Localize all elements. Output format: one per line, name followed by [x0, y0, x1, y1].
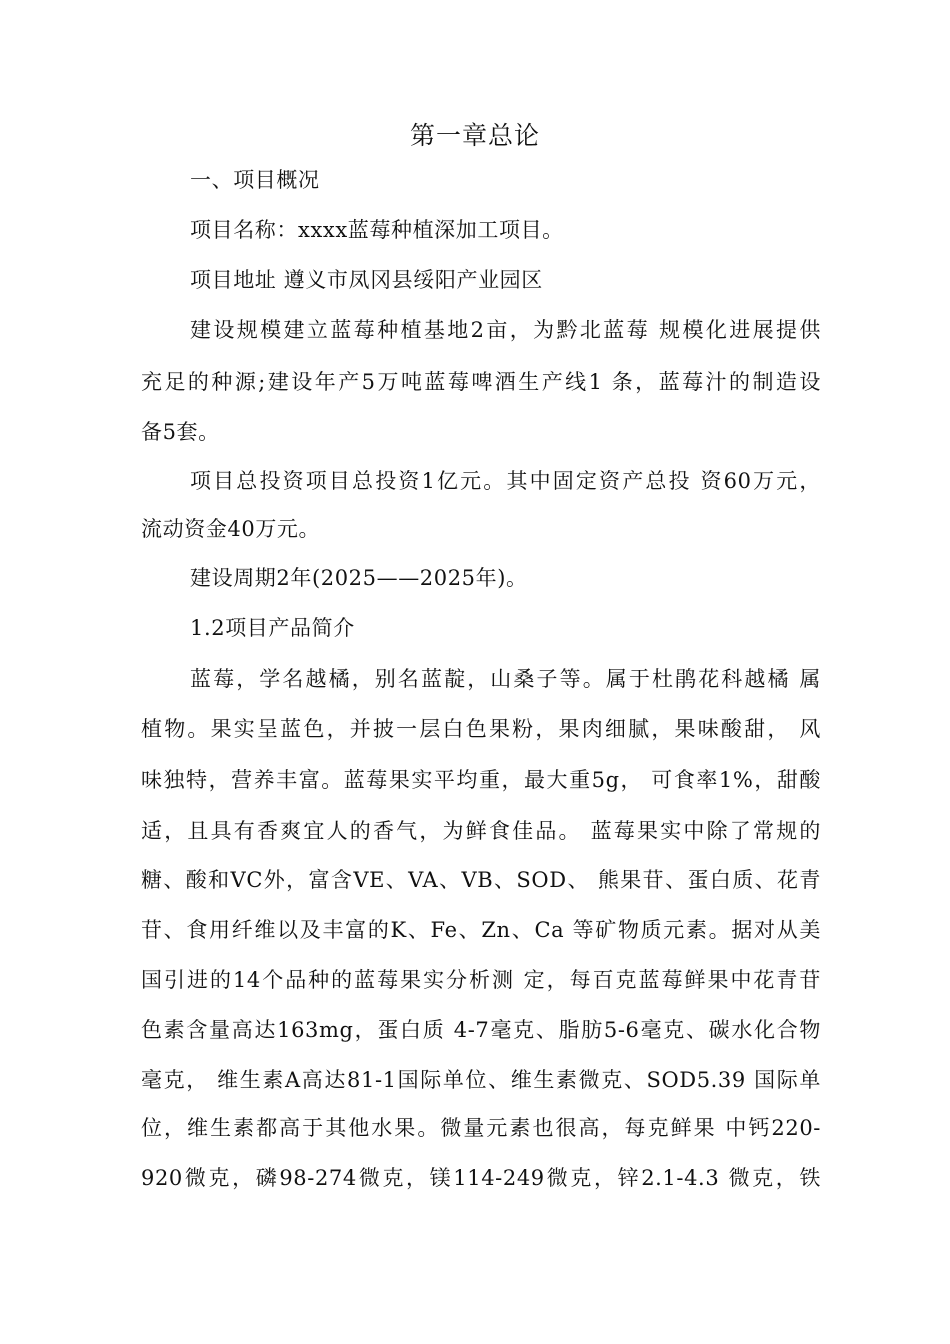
construction-period-line: 建设周期2年(2025——2025年)。	[190, 566, 528, 590]
paragraph-line: 备5套。	[141, 420, 220, 444]
paragraph-line: 植物。果实呈蓝色，并披一层白色果粉，果肉细腻，果味酸甜， 风	[141, 717, 821, 741]
section-heading: 一、项目概况	[190, 168, 320, 192]
paragraph-line: 充足的种源;建设年产5万吨蓝莓啤酒生产线1 条，蓝莓汁的制造设	[141, 370, 821, 394]
paragraph-line: 蓝莓，学名越橘，别名蓝靛，山桑子等。属于杜鹃花科越橘 属	[190, 667, 821, 691]
paragraph-line: 色素含量高达163mg，蛋白质 4-7毫克、脂肪5-6毫克、碳水化合物	[141, 1018, 821, 1042]
paragraph-line: 味独特，营养丰富。蓝莓果实平均重，最大重5g， 可食率1%，甜酸	[141, 768, 821, 792]
paragraph-line: 糖、酸和VC外，富含VE、VA、VB、SOD、 熊果苷、蛋白质、花青	[141, 868, 821, 892]
paragraph-line: 适，且具有香爽宜人的香气，为鲜食佳品。 蓝莓果实中除了常规的	[141, 819, 821, 843]
subsection-heading: 1.2项目产品简介	[190, 616, 355, 640]
project-address-line: 项目地址 遵义市凤冈县绥阳产业园区	[190, 268, 543, 292]
paragraph-line: 位，维生素都高于其他水果。微量元素也很高，每克鲜果 中钙220-	[141, 1116, 821, 1140]
paragraph-line: 毫克， 维生素A高达81-1国际单位、维生素微克、SOD5.39 国际单	[141, 1068, 821, 1092]
paragraph-line: 苷、食用纤维以及丰富的K、Fe、Zn、Ca 等矿物质元素。据对从美	[141, 918, 821, 942]
chapter-title: 第一章总论	[409, 121, 540, 150]
paragraph-line: 920微克，磷98-274微克，镁114-249微克，锌2.1-4.3 微克，铁	[141, 1166, 821, 1190]
project-name-line: 项目名称：xxxx蓝莓种植深加工项目。	[190, 218, 564, 242]
paragraph-line: 项目总投资项目总投资1亿元。其中固定资产总投 资60万元，	[190, 469, 821, 493]
paragraph-line: 流动资金40万元。	[141, 517, 321, 541]
paragraph-line: 国引进的14个品种的蓝莓果实分析测 定，每百克蓝莓鲜果中花青苷	[141, 968, 821, 992]
paragraph-line: 建设规模建立蓝莓种植基地2亩，为黔北蓝莓 规模化进展提供	[190, 318, 821, 342]
